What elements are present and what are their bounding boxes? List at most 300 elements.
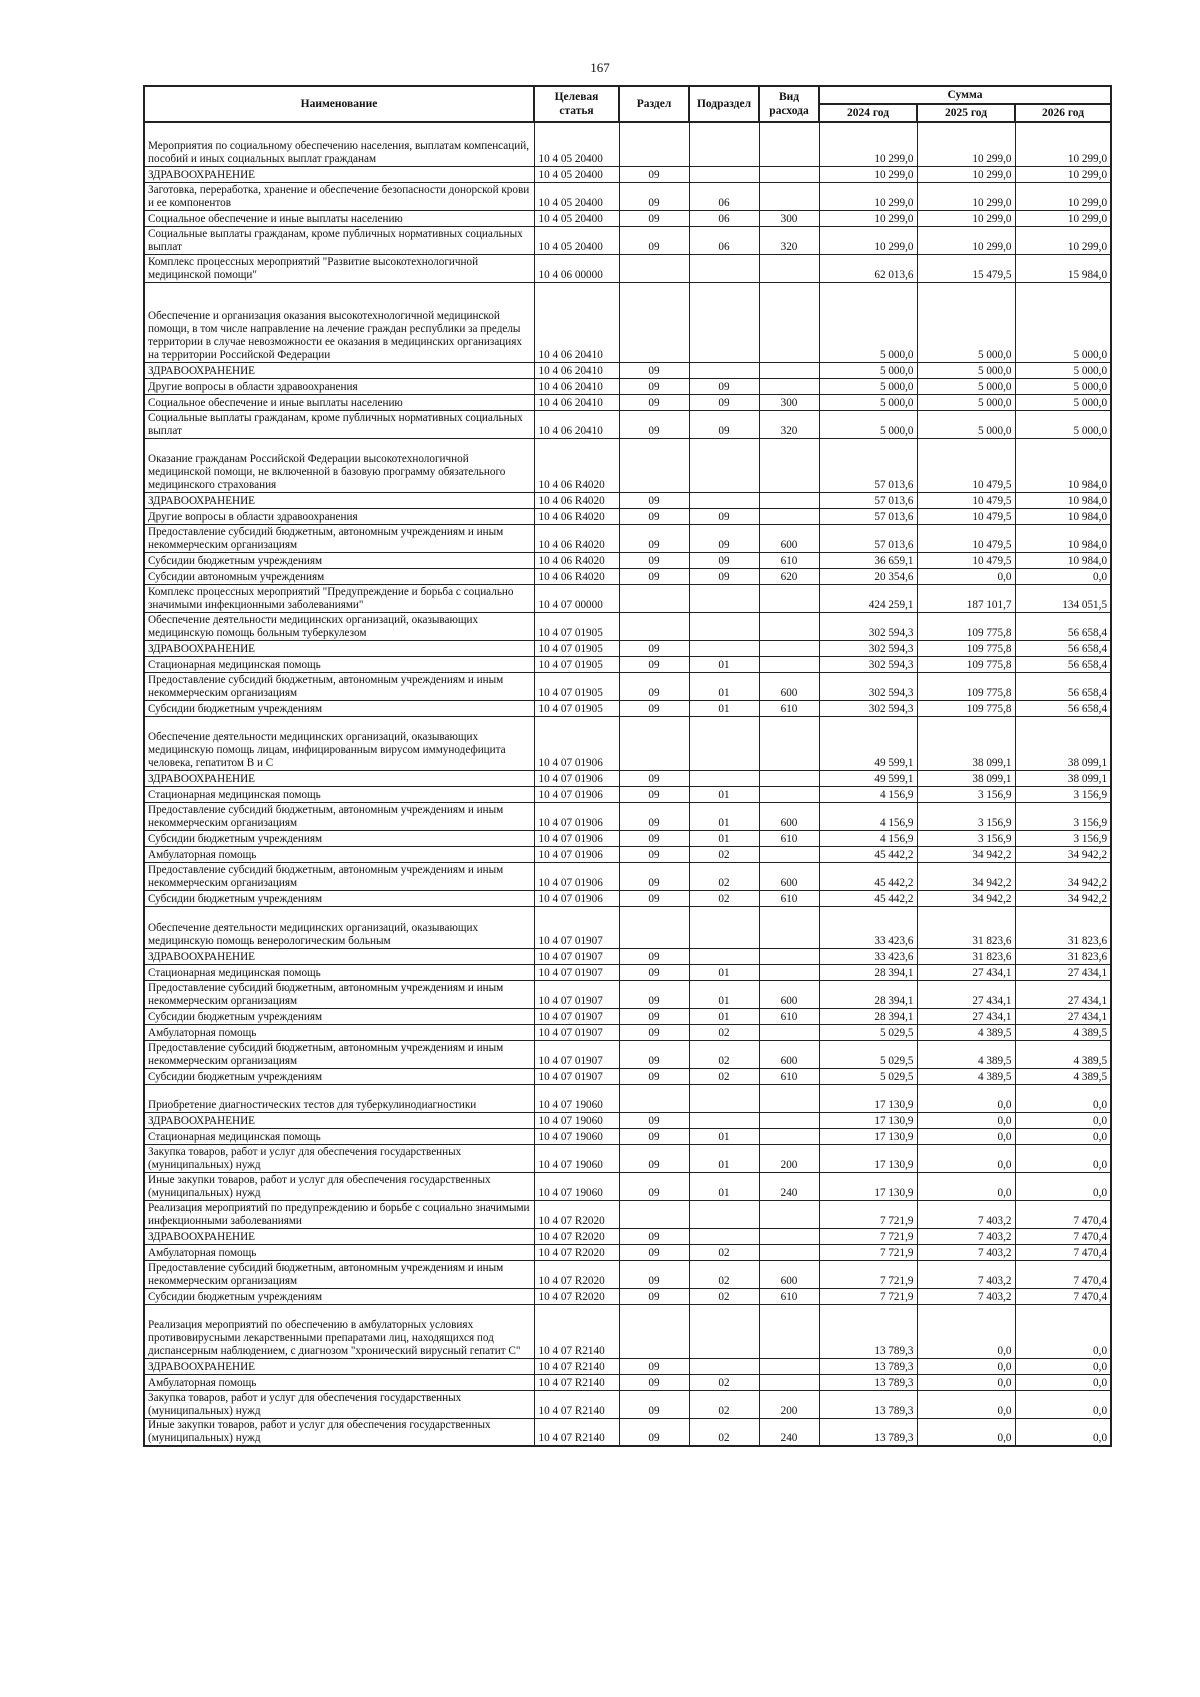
row-expense-type bbox=[759, 1024, 819, 1040]
row-subsection bbox=[689, 770, 759, 786]
row-name: Амбулаторная помощь bbox=[144, 1244, 534, 1260]
row-sum-2025: 109 775,8 bbox=[917, 672, 1015, 700]
row-sum-2024: 10 299,0 bbox=[819, 166, 917, 182]
row-expense-type: 320 bbox=[759, 226, 819, 254]
row-sum-2025: 4 389,5 bbox=[917, 1040, 1015, 1068]
row-expense-type bbox=[759, 1112, 819, 1128]
row-expense-type: 610 bbox=[759, 1288, 819, 1304]
row-subsection: 09 bbox=[689, 552, 759, 568]
row-section bbox=[619, 1200, 689, 1228]
row-name: Комплекс процессных мероприятий "Развитие высокотехнологичной медицинской помощи" bbox=[144, 254, 534, 282]
row-name: Предоставление субсидий бюджетным, автономным учреждениям и иным некоммерческим организациям bbox=[144, 672, 534, 700]
row-sum-2024: 13 789,3 bbox=[819, 1304, 917, 1358]
row-sum-2026: 34 942,2 bbox=[1015, 890, 1111, 906]
row-target-code: 10 4 07 R2140 bbox=[534, 1374, 619, 1390]
table-row bbox=[144, 1172, 1111, 1200]
table-row bbox=[144, 980, 1111, 1008]
row-sum-2024: 7 721,9 bbox=[819, 1244, 917, 1260]
row-subsection: 09 bbox=[689, 524, 759, 552]
row-name: ЗДРАВООХРАНЕНИЕ bbox=[144, 1228, 534, 1244]
table-row bbox=[144, 1112, 1111, 1128]
row-name: Обеспечение деятельности медицинских организаций, оказывающих медицинскую помощь венерологическим больным bbox=[144, 906, 534, 948]
row-sum-2025: 34 942,2 bbox=[917, 862, 1015, 890]
row-sum-2025: 0,0 bbox=[917, 1418, 1015, 1446]
row-sum-2025: 15 479,5 bbox=[917, 254, 1015, 282]
table-row bbox=[144, 948, 1111, 964]
row-expense-type bbox=[759, 1128, 819, 1144]
row-name: Предоставление субсидий бюджетным, автономным учреждениям и иным некоммерческим организациям bbox=[144, 1040, 534, 1068]
row-name: Стационарная медицинская помощь bbox=[144, 1128, 534, 1144]
row-section: 09 bbox=[619, 492, 689, 508]
row-name: Субсидии бюджетным учреждениям bbox=[144, 1008, 534, 1024]
row-sum-2025: 10 479,5 bbox=[917, 508, 1015, 524]
row-name: ЗДРАВООХРАНЕНИЕ bbox=[144, 770, 534, 786]
row-expense-type: 300 bbox=[759, 394, 819, 410]
row-target-code: 10 4 07 01905 bbox=[534, 672, 619, 700]
row-name: Предоставление субсидий бюджетным, автономным учреждениям и иным некоммерческим организациям bbox=[144, 1260, 534, 1288]
row-subsection: 01 bbox=[689, 656, 759, 672]
row-sum-2024: 10 299,0 bbox=[819, 122, 917, 166]
row-sum-2025: 187 101,7 bbox=[917, 584, 1015, 612]
row-target-code: 10 4 07 01907 bbox=[534, 1024, 619, 1040]
table-row bbox=[144, 1008, 1111, 1024]
row-subsection: 02 bbox=[689, 1288, 759, 1304]
table-row bbox=[144, 1358, 1111, 1374]
row-sum-2025: 10 299,0 bbox=[917, 210, 1015, 226]
row-sum-2024: 33 423,6 bbox=[819, 906, 917, 948]
row-target-code: 10 4 06 R4020 bbox=[534, 524, 619, 552]
row-expense-type bbox=[759, 948, 819, 964]
table-row bbox=[144, 770, 1111, 786]
row-target-code: 10 4 07 R2020 bbox=[534, 1260, 619, 1288]
row-sum-2024: 49 599,1 bbox=[819, 770, 917, 786]
row-sum-2024: 57 013,6 bbox=[819, 438, 917, 492]
row-section: 09 bbox=[619, 166, 689, 182]
row-expense-type: 240 bbox=[759, 1172, 819, 1200]
row-target-code: 10 4 06 R4020 bbox=[534, 508, 619, 524]
row-sum-2024: 302 594,3 bbox=[819, 612, 917, 640]
row-sum-2026: 5 000,0 bbox=[1015, 394, 1111, 410]
row-expense-type: 600 bbox=[759, 1260, 819, 1288]
row-sum-2024: 13 789,3 bbox=[819, 1418, 917, 1446]
row-name: ЗДРАВООХРАНЕНИЕ bbox=[144, 166, 534, 182]
header-target: Целевая статья bbox=[534, 86, 619, 122]
row-sum-2025: 0,0 bbox=[917, 568, 1015, 584]
row-section: 09 bbox=[619, 830, 689, 846]
table-row bbox=[144, 524, 1111, 552]
row-sum-2024: 62 013,6 bbox=[819, 254, 917, 282]
row-section bbox=[619, 254, 689, 282]
row-sum-2025: 34 942,2 bbox=[917, 890, 1015, 906]
row-sum-2025: 7 403,2 bbox=[917, 1244, 1015, 1260]
row-sum-2024: 5 000,0 bbox=[819, 378, 917, 394]
row-subsection: 01 bbox=[689, 802, 759, 830]
budget-table bbox=[143, 85, 1112, 1447]
row-sum-2026: 0,0 bbox=[1015, 1172, 1111, 1200]
row-name: Комплекс процессных мероприятий "Предупреждение и борьба с социально значимыми инфекционными заболеваниями" bbox=[144, 584, 534, 612]
row-section: 09 bbox=[619, 362, 689, 378]
row-target-code: 10 4 07 R2140 bbox=[534, 1418, 619, 1446]
row-name: Предоставление субсидий бюджетным, автономным учреждениям и иным некоммерческим организациям bbox=[144, 980, 534, 1008]
row-expense-type bbox=[759, 770, 819, 786]
row-section: 09 bbox=[619, 1112, 689, 1128]
row-name: Заготовка, переработка, хранение и обеспечение безопасности донорской крови и ее компонентов bbox=[144, 182, 534, 210]
row-subsection: 01 bbox=[689, 1172, 759, 1200]
row-section: 09 bbox=[619, 1040, 689, 1068]
table-row bbox=[144, 640, 1111, 656]
row-subsection bbox=[689, 906, 759, 948]
row-target-code: 10 4 05 20400 bbox=[534, 166, 619, 182]
row-name: Иные закупки товаров, работ и услуг для обеспечения государственных (муниципальных) нужд bbox=[144, 1172, 534, 1200]
table-row bbox=[144, 1128, 1111, 1144]
row-section: 09 bbox=[619, 524, 689, 552]
table-row bbox=[144, 438, 1111, 492]
row-name: Другие вопросы в области здравоохранения bbox=[144, 378, 534, 394]
row-section: 09 bbox=[619, 1358, 689, 1374]
row-subsection: 06 bbox=[689, 182, 759, 210]
row-target-code: 10 4 05 20400 bbox=[534, 122, 619, 166]
row-expense-type bbox=[759, 1228, 819, 1244]
row-expense-type: 600 bbox=[759, 672, 819, 700]
row-section: 09 bbox=[619, 1260, 689, 1288]
row-subsection: 09 bbox=[689, 410, 759, 438]
page-number: 167 bbox=[590, 60, 610, 75]
row-expense-type bbox=[759, 584, 819, 612]
row-target-code: 10 4 07 01905 bbox=[534, 612, 619, 640]
row-target-code: 10 4 06 00000 bbox=[534, 254, 619, 282]
row-subsection: 02 bbox=[689, 846, 759, 862]
row-sum-2026: 0,0 bbox=[1015, 1390, 1111, 1418]
table-row bbox=[144, 1244, 1111, 1260]
row-section: 09 bbox=[619, 552, 689, 568]
row-sum-2024: 17 130,9 bbox=[819, 1128, 917, 1144]
row-name: Субсидии автономным учреждениям bbox=[144, 568, 534, 584]
row-sum-2026: 31 823,6 bbox=[1015, 906, 1111, 948]
row-expense-type bbox=[759, 964, 819, 980]
row-sum-2024: 5 029,5 bbox=[819, 1040, 917, 1068]
row-expense-type bbox=[759, 1358, 819, 1374]
row-sum-2026: 0,0 bbox=[1015, 1112, 1111, 1128]
row-name: ЗДРАВООХРАНЕНИЕ bbox=[144, 1358, 534, 1374]
row-expense-type bbox=[759, 1084, 819, 1112]
row-sum-2024: 5 029,5 bbox=[819, 1024, 917, 1040]
row-sum-2024: 5 000,0 bbox=[819, 282, 917, 362]
row-sum-2025: 0,0 bbox=[917, 1172, 1015, 1200]
row-expense-type bbox=[759, 656, 819, 672]
row-sum-2026: 5 000,0 bbox=[1015, 410, 1111, 438]
row-expense-type bbox=[759, 508, 819, 524]
row-sum-2024: 28 394,1 bbox=[819, 980, 917, 1008]
row-subsection bbox=[689, 612, 759, 640]
row-expense-type bbox=[759, 1244, 819, 1260]
row-sum-2025: 7 403,2 bbox=[917, 1200, 1015, 1228]
row-sum-2026: 0,0 bbox=[1015, 1144, 1111, 1172]
row-sum-2024: 13 789,3 bbox=[819, 1390, 917, 1418]
row-section: 09 bbox=[619, 1228, 689, 1244]
row-subsection bbox=[689, 282, 759, 362]
row-section: 09 bbox=[619, 1128, 689, 1144]
row-expense-type bbox=[759, 378, 819, 394]
row-sum-2024: 10 299,0 bbox=[819, 226, 917, 254]
row-sum-2025: 0,0 bbox=[917, 1374, 1015, 1390]
row-name: Амбулаторная помощь bbox=[144, 1024, 534, 1040]
table-row bbox=[144, 210, 1111, 226]
row-name: Субсидии бюджетным учреждениям bbox=[144, 1288, 534, 1304]
row-target-code: 10 4 06 R4020 bbox=[534, 438, 619, 492]
row-sum-2025: 0,0 bbox=[917, 1084, 1015, 1112]
row-sum-2026: 10 299,0 bbox=[1015, 210, 1111, 226]
row-sum-2024: 57 013,6 bbox=[819, 508, 917, 524]
row-sum-2026: 10 299,0 bbox=[1015, 226, 1111, 254]
row-section: 09 bbox=[619, 964, 689, 980]
row-expense-type bbox=[759, 1304, 819, 1358]
row-name: Стационарная медицинская помощь bbox=[144, 964, 534, 980]
row-target-code: 10 4 07 01906 bbox=[534, 716, 619, 770]
row-name: Реализация мероприятий по обеспечению в амбулаторных условиях противовирусными лекарственными препаратами лиц, находящихся под диспансерным наблюдением, с диагнозом "хронический вирусный гепатит С" bbox=[144, 1304, 534, 1358]
row-expense-type: 600 bbox=[759, 980, 819, 1008]
row-target-code: 10 4 07 01906 bbox=[534, 786, 619, 802]
row-sum-2024: 13 789,3 bbox=[819, 1374, 917, 1390]
row-target-code: 10 4 07 R2140 bbox=[534, 1358, 619, 1374]
row-section bbox=[619, 716, 689, 770]
table-row bbox=[144, 612, 1111, 640]
table-body bbox=[144, 122, 1111, 1446]
row-expense-type: 610 bbox=[759, 1068, 819, 1084]
row-sum-2026: 38 099,1 bbox=[1015, 770, 1111, 786]
table-row bbox=[144, 1144, 1111, 1172]
row-name: Предоставление субсидий бюджетным, автономным учреждениям и иным некоммерческим организациям bbox=[144, 862, 534, 890]
row-sum-2026: 4 389,5 bbox=[1015, 1024, 1111, 1040]
row-target-code: 10 4 07 01905 bbox=[534, 656, 619, 672]
row-subsection: 02 bbox=[689, 862, 759, 890]
row-sum-2026: 10 984,0 bbox=[1015, 508, 1111, 524]
table-row bbox=[144, 656, 1111, 672]
row-name: Обеспечение деятельности медицинских организаций, оказывающих медицинскую помощь больным туберкулезом bbox=[144, 612, 534, 640]
row-target-code: 10 4 06 20410 bbox=[534, 378, 619, 394]
row-section: 09 bbox=[619, 226, 689, 254]
row-section: 09 bbox=[619, 786, 689, 802]
row-sum-2024: 7 721,9 bbox=[819, 1228, 917, 1244]
row-sum-2024: 5 000,0 bbox=[819, 362, 917, 378]
row-subsection bbox=[689, 362, 759, 378]
row-sum-2024: 424 259,1 bbox=[819, 584, 917, 612]
row-subsection: 02 bbox=[689, 1068, 759, 1084]
row-expense-type bbox=[759, 716, 819, 770]
row-subsection: 02 bbox=[689, 1374, 759, 1390]
row-sum-2026: 0,0 bbox=[1015, 1084, 1111, 1112]
row-section: 09 bbox=[619, 1172, 689, 1200]
row-sum-2024: 17 130,9 bbox=[819, 1172, 917, 1200]
table-row bbox=[144, 182, 1111, 210]
row-sum-2024: 33 423,6 bbox=[819, 948, 917, 964]
row-target-code: 10 4 07 01907 bbox=[534, 948, 619, 964]
table-row bbox=[144, 282, 1111, 362]
row-sum-2024: 10 299,0 bbox=[819, 210, 917, 226]
row-target-code: 10 4 05 20400 bbox=[534, 226, 619, 254]
row-section: 09 bbox=[619, 1288, 689, 1304]
row-subsection bbox=[689, 1304, 759, 1358]
table-row bbox=[144, 1068, 1111, 1084]
row-sum-2025: 3 156,9 bbox=[917, 786, 1015, 802]
row-sum-2025: 0,0 bbox=[917, 1128, 1015, 1144]
row-sum-2026: 10 984,0 bbox=[1015, 438, 1111, 492]
row-expense-type bbox=[759, 846, 819, 862]
row-sum-2024: 13 789,3 bbox=[819, 1358, 917, 1374]
row-sum-2026: 134 051,5 bbox=[1015, 584, 1111, 612]
table-row bbox=[144, 1304, 1111, 1358]
row-section: 09 bbox=[619, 862, 689, 890]
row-subsection: 01 bbox=[689, 980, 759, 1008]
row-section: 09 bbox=[619, 948, 689, 964]
row-sum-2026: 7 470,4 bbox=[1015, 1288, 1111, 1304]
row-sum-2024: 302 594,3 bbox=[819, 640, 917, 656]
row-section bbox=[619, 584, 689, 612]
row-sum-2026: 15 984,0 bbox=[1015, 254, 1111, 282]
row-sum-2026: 10 984,0 bbox=[1015, 552, 1111, 568]
row-section: 09 bbox=[619, 1144, 689, 1172]
row-expense-type: 240 bbox=[759, 1418, 819, 1446]
table-row bbox=[144, 1040, 1111, 1068]
row-subsection bbox=[689, 438, 759, 492]
row-name: ЗДРАВООХРАНЕНИЕ bbox=[144, 362, 534, 378]
row-target-code: 10 4 07 19060 bbox=[534, 1144, 619, 1172]
row-sum-2024: 4 156,9 bbox=[819, 786, 917, 802]
row-subsection: 02 bbox=[689, 1040, 759, 1068]
row-name: ЗДРАВООХРАНЕНИЕ bbox=[144, 640, 534, 656]
row-target-code: 10 4 06 20410 bbox=[534, 394, 619, 410]
row-section bbox=[619, 122, 689, 166]
row-sum-2024: 57 013,6 bbox=[819, 492, 917, 508]
row-subsection: 06 bbox=[689, 226, 759, 254]
row-sum-2026: 0,0 bbox=[1015, 568, 1111, 584]
row-subsection bbox=[689, 716, 759, 770]
row-subsection bbox=[689, 1112, 759, 1128]
row-sum-2026: 7 470,4 bbox=[1015, 1260, 1111, 1288]
row-name: Оказание гражданам Российской Федерации высокотехнологичной медицинской помощи, не включенной в базовую программу обязательного медицинского страхования bbox=[144, 438, 534, 492]
row-section bbox=[619, 438, 689, 492]
row-sum-2025: 0,0 bbox=[917, 1144, 1015, 1172]
row-section: 09 bbox=[619, 770, 689, 786]
row-target-code: 10 4 07 01907 bbox=[534, 1068, 619, 1084]
row-subsection: 01 bbox=[689, 1008, 759, 1024]
row-section: 09 bbox=[619, 210, 689, 226]
row-sum-2025: 5 000,0 bbox=[917, 410, 1015, 438]
row-name: Субсидии бюджетным учреждениям bbox=[144, 830, 534, 846]
row-expense-type: 200 bbox=[759, 1390, 819, 1418]
row-sum-2026: 56 658,4 bbox=[1015, 700, 1111, 716]
row-name: Стационарная медицинская помощь bbox=[144, 786, 534, 802]
table-row bbox=[144, 1390, 1111, 1418]
header-year-2025: 2025 год bbox=[917, 104, 1015, 122]
row-name: Социальные выплаты гражданам, кроме публичных нормативных социальных выплат bbox=[144, 226, 534, 254]
header-name: Наименование bbox=[144, 86, 534, 122]
row-name: Реализация мероприятий по предупреждению и борьбе с социально значимыми инфекционными заболеваниями bbox=[144, 1200, 534, 1228]
row-target-code: 10 4 07 01907 bbox=[534, 980, 619, 1008]
row-subsection bbox=[689, 166, 759, 182]
row-name: Субсидии бюджетным учреждениям bbox=[144, 1068, 534, 1084]
row-sum-2026: 10 299,0 bbox=[1015, 122, 1111, 166]
row-sum-2025: 5 000,0 bbox=[917, 378, 1015, 394]
row-sum-2025: 5 000,0 bbox=[917, 282, 1015, 362]
row-expense-type bbox=[759, 438, 819, 492]
row-expense-type bbox=[759, 166, 819, 182]
table-row bbox=[144, 166, 1111, 182]
row-sum-2026: 10 299,0 bbox=[1015, 182, 1111, 210]
row-sum-2024: 36 659,1 bbox=[819, 552, 917, 568]
row-sum-2024: 28 394,1 bbox=[819, 964, 917, 980]
row-sum-2024: 7 721,9 bbox=[819, 1260, 917, 1288]
row-target-code: 10 4 07 R2020 bbox=[534, 1200, 619, 1228]
header-subsection: Подраздел bbox=[689, 86, 759, 122]
table-row bbox=[144, 700, 1111, 716]
table-row bbox=[144, 1260, 1111, 1288]
row-section: 09 bbox=[619, 700, 689, 716]
row-target-code: 10 4 07 R2020 bbox=[534, 1228, 619, 1244]
row-section: 09 bbox=[619, 1374, 689, 1390]
row-sum-2026: 3 156,9 bbox=[1015, 802, 1111, 830]
table-row bbox=[144, 568, 1111, 584]
row-sum-2024: 7 721,9 bbox=[819, 1288, 917, 1304]
row-target-code: 10 4 07 01905 bbox=[534, 700, 619, 716]
row-name: Амбулаторная помощь bbox=[144, 1374, 534, 1390]
row-expense-type: 600 bbox=[759, 802, 819, 830]
row-section: 09 bbox=[619, 508, 689, 524]
row-expense-type bbox=[759, 122, 819, 166]
row-subsection: 09 bbox=[689, 568, 759, 584]
row-name: Социальное обеспечение и иные выплаты населению bbox=[144, 210, 534, 226]
table-row bbox=[144, 1024, 1111, 1040]
row-sum-2025: 7 403,2 bbox=[917, 1288, 1015, 1304]
row-target-code: 10 4 06 20410 bbox=[534, 362, 619, 378]
row-name: Социальное обеспечение и иные выплаты населению bbox=[144, 394, 534, 410]
row-sum-2025: 10 479,5 bbox=[917, 492, 1015, 508]
row-target-code: 10 4 07 01907 bbox=[534, 1040, 619, 1068]
row-sum-2024: 17 130,9 bbox=[819, 1084, 917, 1112]
row-sum-2025: 10 299,0 bbox=[917, 122, 1015, 166]
row-target-code: 10 4 07 01906 bbox=[534, 830, 619, 846]
row-sum-2024: 57 013,6 bbox=[819, 524, 917, 552]
row-section: 09 bbox=[619, 980, 689, 1008]
row-target-code: 10 4 05 20400 bbox=[534, 182, 619, 210]
row-sum-2024: 45 442,2 bbox=[819, 862, 917, 890]
row-sum-2024: 7 721,9 bbox=[819, 1200, 917, 1228]
table-row bbox=[144, 1200, 1111, 1228]
table-row bbox=[144, 122, 1111, 166]
row-expense-type bbox=[759, 362, 819, 378]
row-target-code: 10 4 07 19060 bbox=[534, 1172, 619, 1200]
row-target-code: 10 4 07 R2020 bbox=[534, 1288, 619, 1304]
row-expense-type: 610 bbox=[759, 1008, 819, 1024]
row-expense-type: 300 bbox=[759, 210, 819, 226]
row-section: 09 bbox=[619, 846, 689, 862]
row-expense-type bbox=[759, 254, 819, 282]
table-row bbox=[144, 254, 1111, 282]
row-sum-2026: 34 942,2 bbox=[1015, 846, 1111, 862]
row-subsection bbox=[689, 584, 759, 612]
row-subsection: 09 bbox=[689, 394, 759, 410]
row-target-code: 10 4 07 01907 bbox=[534, 964, 619, 980]
row-target-code: 10 4 07 01905 bbox=[534, 640, 619, 656]
row-target-code: 10 4 07 01907 bbox=[534, 906, 619, 948]
table-row bbox=[144, 862, 1111, 890]
row-expense-type: 600 bbox=[759, 524, 819, 552]
row-expense-type bbox=[759, 640, 819, 656]
table-row bbox=[144, 362, 1111, 378]
row-sum-2026: 5 000,0 bbox=[1015, 282, 1111, 362]
row-sum-2026: 0,0 bbox=[1015, 1304, 1111, 1358]
table-row bbox=[144, 716, 1111, 770]
row-section: 09 bbox=[619, 802, 689, 830]
